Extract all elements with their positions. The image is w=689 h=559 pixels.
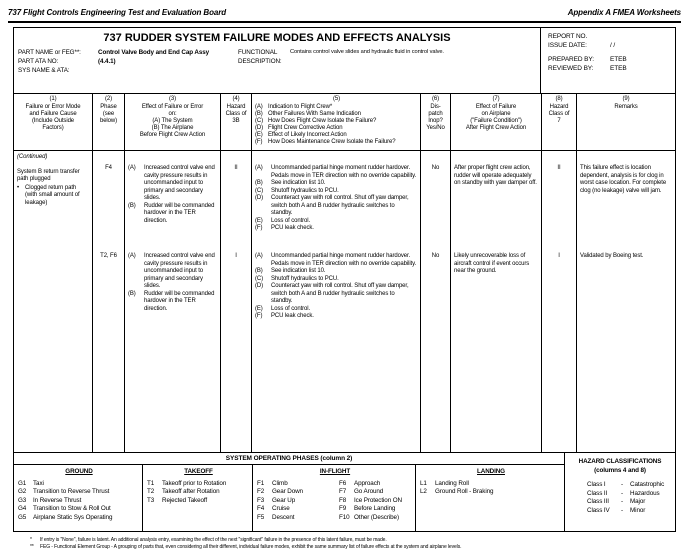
phase-entry-2: T2, F6 — [100, 253, 117, 259]
col-header-9: (9) Remarks — [576, 94, 675, 150]
title-block — [14, 28, 675, 94]
phases-ground: GROUND G1 Taxi G2 Transition to Reverse Thrust G3 In Reverse Thrust G4 Transition to Stow & Roll Out G5 Airplane Static Sys Operating — [18, 468, 113, 521]
issue-date-value: / / — [610, 42, 616, 49]
indication-entry-1: (A) Uncommanded partial hinge moment rudder hardover. Pedals move in TER direction with no override capability. (B) See indication list 10. (C) Shutoff hydraulics to PCU. (D) Counteract yaw with roll control. Shut off yaw damper, switch both A and B rudder hydraulic switches to standby. (E) Loss of control. (F) PCU leak check. — [255, 165, 417, 231]
inflight-left-list: F1 Climb F2 Gear Down F3 Gear Up F4 Cruise F5 Descent — [257, 479, 303, 521]
remarks-entry-1: This failure effect is location dependent, analysis is for clog in worst case location. For complete clog (no leakage) valve will jam. — [580, 165, 667, 194]
cell-effect-after — [450, 151, 541, 452]
col-header-5: (5) (A) Indication to Flight Crew* (B) Other Failures With Same Indication (C) How Does Flight Crew Isolate the Failure? (D) Flight Crew Corrective Action (E) Effect of Likely Incorrect Action (F) How Does Maintenance Crew Isolate the Failure? — [251, 94, 420, 150]
cell-hazard-3b — [220, 151, 251, 452]
bullet-glyph: • — [17, 184, 20, 191]
col-header-8: (8) Hazard Class of 7 — [541, 94, 576, 150]
footnotes — [30, 537, 670, 551]
prepared-by-value: ETEB — [610, 56, 627, 63]
remarks-entry-2: Validated by Boeing test. — [580, 253, 644, 259]
table-body-row — [14, 151, 675, 452]
part-name-value: Control Valve Body and End Cap Assy — [98, 49, 210, 56]
inflight-right-list: F6 Approach F7 Go Around F8 Ice Protection ON F9 Before Landing F10 Other (Describe) — [339, 479, 402, 521]
col-header-2: (2) Phase (see below) — [92, 94, 124, 150]
hazard-3b-entry-2: I — [235, 253, 237, 259]
cell-effect — [124, 151, 220, 452]
effect-entry-1: (A) Increased control valve end cavity pressure results in uncommanded input to primary and secondary slides. (B) Rudder will be commanded hardover in the TER direction. — [128, 165, 215, 224]
dispatch-entry-1: No — [431, 165, 440, 171]
cell-phase — [92, 151, 124, 452]
page-header-right: Appendix A FMEA Worksheets — [567, 8, 681, 17]
footnote-2: ** FEG - Functional Element Group - A grouping of parts that, even considering all their different, individual failure modes, exhibit the same summary list of failure effects at the system and airplane levels. — [30, 544, 462, 550]
col-header-3: (3) Effect of Failure or Error on: (A) The System (B) The Airplane Before Flight Crew Action — [124, 94, 220, 150]
effect-after-entry-2: Likely unrecoverable loss of aircraft control if event occurs near the ground. — [454, 253, 530, 274]
title-left-section — [14, 28, 540, 93]
phase-entry-1: F4 — [105, 165, 112, 171]
part-name-label: PART NAME or FEG**: — [18, 49, 81, 56]
phases-takeoff: TAKEOFF T1 Takeoff prior to Rotation T2 Takeoff after Rotation T3 Rejected Takeoff — [142, 465, 252, 531]
dispatch-entry-2: No — [431, 253, 440, 259]
cell-dispatch — [420, 151, 450, 452]
effect-after-entry-1: After proper flight crew action, rudder will operate adequately on standby with yaw damper off. — [454, 165, 537, 186]
cell-indication — [251, 151, 420, 452]
functional-description-value: Contains control valve slides and hydraulic fluid in control valve. — [290, 49, 444, 55]
failure-cause-text: Clogged return path (with small amount of leakage) — [25, 184, 80, 206]
functional-label-line2: DESCRIPTION: — [238, 58, 282, 65]
footnote-1: * If entry is "None", failure is latent. An additional analysis entry, examining the effect of the next "significant" failure in the presence of this latent failure, must be made. — [30, 537, 387, 543]
reviewed-by-value: ETEB — [610, 65, 627, 72]
hazard-7-entry-2: I — [558, 253, 560, 259]
col-header-1: (1) Failure or Error Mode and Failure Cause (Include Outside Factors) — [25, 96, 81, 131]
page-header — [8, 8, 681, 23]
report-no-label: REPORT NO. — [548, 33, 588, 40]
bottom-section — [14, 452, 675, 531]
cell-hazard-7 — [541, 151, 576, 452]
effect-entry-2: (A) Increased control valve end cavity pressure results in uncommanded input to primary and secondary slides. (B) Rudder will be commanded hardover in the TER direction. — [128, 253, 215, 312]
hazard-classifications: HAZARD CLASSIFICATIONS (columns 4 and 8) Class I - Catastrophic Class II - Hazardous Class III - Major Class IV - Minor — [564, 453, 675, 531]
hazard-3b-entry-1: II — [234, 165, 238, 171]
sys-name-label: SYS NAME & ATA: — [18, 67, 70, 74]
issue-date-label: ISSUE DATE: — [548, 42, 587, 49]
cell-remarks — [576, 151, 675, 452]
col-header-4: (4) Hazard Class of 3B — [220, 94, 251, 150]
prepared-by-label: PREPARED BY: — [548, 56, 595, 63]
column-header-row — [14, 94, 675, 151]
phases-landing: LANDING L1 Landing Roll L2 Ground Roll - Braking — [415, 465, 564, 531]
col-header-7: (7) Effect of Failure on Airplane ("Failure Condition") After Flight Crew Action — [450, 94, 541, 150]
report-box — [540, 28, 675, 93]
fmea-sheet — [13, 27, 676, 532]
indication-entry-2: (A) Uncommanded partial hinge moment rudder hardover. Pedals move in TER direction with no override capability. (B) See indication list 10. (C) Shutoff hydraulics to PCU. (D) Counteract yaw with roll control. Shut off yaw damper, switch both A and B rudder hydraulic switches to standby. (E) Loss of control. (F) PCU leak check. — [255, 253, 417, 319]
col-header-6: (6) Dis- patch Inop? Yes/No — [420, 94, 450, 150]
part-ata-value: (4.4.1) — [98, 58, 116, 65]
part-info — [18, 48, 536, 75]
sheet-title: 737 RUDDER SYSTEM FAILURE MODES AND EFFECTS ANALYSIS — [103, 32, 451, 44]
hazard-7-entry-1: II — [557, 165, 561, 171]
failure-mode-text: System B return transfer path plugged — [17, 168, 80, 182]
system-operating-phases — [14, 453, 564, 531]
cell-failure-mode — [14, 151, 92, 452]
continued-note: (Continued) — [17, 154, 48, 160]
functional-label-line1: FUNCTIONAL — [238, 49, 278, 56]
reviewed-by-label: REVIEWED BY: — [548, 65, 594, 72]
phases-band-title: SYSTEM OPERATING PHASES (column 2) — [14, 453, 564, 465]
phases-inflight: IN-FLIGHT F1 Climb F2 Gear Down F3 Gear Up F4 Cruise F5 Descent F6 Approach F7 Go Around F8 Ice Protection ON F9 Before Landing F10 Other (Describe) — [252, 465, 415, 531]
part-ata-label: PART ATA NO: — [18, 58, 59, 65]
page-header-left: 737 Flight Controls Engineering Test and Evaluation Board — [8, 8, 227, 17]
